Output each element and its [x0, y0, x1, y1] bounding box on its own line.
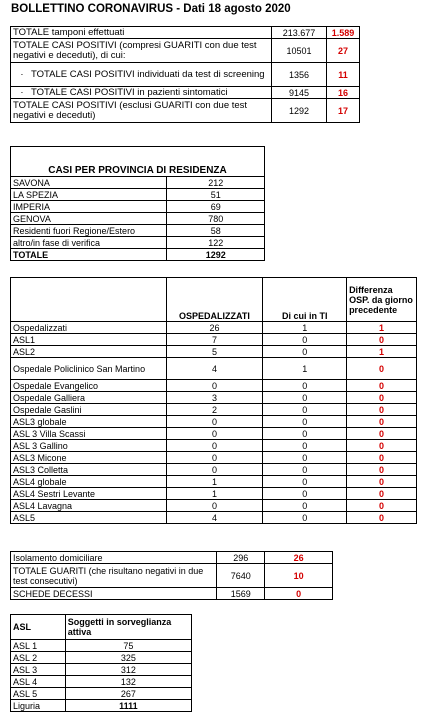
- hospital-osp: 1: [166, 476, 263, 488]
- province-value: 69: [167, 201, 265, 213]
- hospital-label: ASL3 globale: [11, 416, 167, 428]
- surveillance-value: 267: [65, 688, 191, 700]
- surveillance-label: ASL 2: [11, 652, 66, 664]
- hospital-osp: 26: [166, 322, 263, 334]
- isolation-delta: 0: [265, 588, 333, 600]
- hospital-row: [11, 488, 417, 500]
- hospital-row: [11, 512, 417, 524]
- hospital-ti: 0: [263, 416, 347, 428]
- hospital-label: ASL 3 Villa Scassi: [11, 428, 167, 440]
- province-label: SAVONA: [11, 177, 167, 189]
- province-value: 122: [167, 237, 265, 249]
- hospital-osp: 0: [166, 464, 263, 476]
- hospital-ti: 1: [263, 322, 347, 334]
- summary-value: 213.677: [272, 27, 327, 39]
- province-row: [11, 237, 265, 249]
- province-row: [11, 177, 265, 189]
- province-row: [11, 225, 265, 237]
- surveillance-label: ASL 4: [11, 676, 66, 688]
- hospital-label: Ospedale Galliera: [11, 392, 167, 404]
- province-row: [11, 189, 265, 201]
- hospital-label: ASL 3 Gallino: [11, 440, 167, 452]
- surveillance-label: Liguria: [11, 700, 66, 712]
- hospital-label: ASL4 Sestri Levante: [11, 488, 167, 500]
- isolation-label: TOTALE GUARITI (che risultano negativi in due test consecutivi): [11, 564, 217, 588]
- hospital-label: ASL3 Colletta: [11, 464, 167, 476]
- hospital-row: [11, 358, 417, 380]
- hospital-osp: 0: [166, 500, 263, 512]
- summary-label-cell: [11, 87, 272, 99]
- hospital-diff: 0: [347, 380, 417, 392]
- hospital-label: ASL3 Micone: [11, 452, 167, 464]
- hospital-row: [11, 428, 417, 440]
- surveillance-row: [11, 652, 192, 664]
- surveillance-label: ASL 5: [11, 688, 66, 700]
- surveillance-value: 75: [65, 640, 191, 652]
- isolation-label: SCHEDE DECESSI: [11, 588, 217, 600]
- surveillance-col-subjects: Soggetti in sorveglianza attiva: [65, 615, 191, 640]
- province-row: [11, 213, 265, 225]
- hospital-ti: 0: [263, 404, 347, 416]
- hospital-diff: 0: [347, 500, 417, 512]
- hospital-row: [11, 464, 417, 476]
- hospital-osp: 2: [166, 404, 263, 416]
- province-label: altro/in fase di verifica: [11, 237, 167, 249]
- hospital-row: [11, 500, 417, 512]
- hospital-row: [11, 346, 417, 358]
- hospital-row: [11, 334, 417, 346]
- surveillance-value: 325: [65, 652, 191, 664]
- isolation-row: [11, 564, 333, 588]
- hospital-osp: 5: [166, 346, 263, 358]
- province-label: Residenti fuori Regione/Estero: [11, 225, 167, 237]
- bullet-icon: ·: [20, 68, 24, 80]
- summary-row: [11, 63, 360, 87]
- surveillance-label: ASL 3: [11, 664, 66, 676]
- isolation-value: 1569: [217, 588, 265, 600]
- hospital-label: ASL5: [11, 512, 167, 524]
- province-header: CASI PER PROVINCIA DI RESIDENZA: [11, 147, 265, 177]
- summary-delta: 27: [327, 39, 360, 63]
- summary-delta: 16: [327, 87, 360, 99]
- hospital-ti: 0: [263, 428, 347, 440]
- hospital-label: Ospedalizzati: [11, 322, 167, 334]
- surveillance-value: 312: [65, 664, 191, 676]
- summary-row: [11, 39, 360, 63]
- summary-value: 9145: [272, 87, 327, 99]
- hospital-osp: 7: [166, 334, 263, 346]
- surveillance-row: [11, 700, 192, 712]
- hospital-ti: 1: [263, 358, 347, 380]
- summary-delta: 1.589: [327, 27, 360, 39]
- hospital-osp: 0: [166, 380, 263, 392]
- surveillance-label: ASL 1: [11, 640, 66, 652]
- hospital-osp: 3: [166, 392, 263, 404]
- hospital-ti: 0: [263, 380, 347, 392]
- hospital-row: [11, 322, 417, 334]
- hospital-row: [11, 380, 417, 392]
- hospitals-col-ti: Di cui in TI: [263, 278, 347, 322]
- hospital-diff: 1: [347, 346, 417, 358]
- summary-label: TOTALE CASI POSITIVI individuati da test di screening: [31, 68, 265, 80]
- province-value: 51: [167, 189, 265, 201]
- isolation-label: Isolamento domiciliare: [11, 552, 217, 564]
- hospital-diff: 0: [347, 358, 417, 380]
- hospital-ti: 0: [263, 334, 347, 346]
- summary-label: TOTALE CASI POSITIVI in pazienti sintomatici: [31, 86, 228, 98]
- hospital-diff: 0: [347, 334, 417, 346]
- hospital-ti: 0: [263, 464, 347, 476]
- isolation-table: [10, 551, 333, 600]
- province-value: 212: [167, 177, 265, 189]
- summary-row: [11, 87, 360, 99]
- hospital-osp: 4: [166, 358, 263, 380]
- hospital-ti: 0: [263, 512, 347, 524]
- hospitals-col-osp: OSPEDALIZZATI: [166, 278, 263, 322]
- hospital-diff: 0: [347, 416, 417, 428]
- hospital-ti: 0: [263, 392, 347, 404]
- summary-value: 10501: [272, 39, 327, 63]
- summary-label-cell: [11, 63, 272, 87]
- hospital-row: [11, 476, 417, 488]
- hospital-diff: 0: [347, 452, 417, 464]
- hospital-label: ASL1: [11, 334, 167, 346]
- province-label: IMPERIA: [11, 201, 167, 213]
- hospital-diff: 0: [347, 392, 417, 404]
- province-row: [11, 201, 265, 213]
- surveillance-row: [11, 688, 192, 700]
- hospital-label: Ospedale Evangelico: [11, 380, 167, 392]
- summary-row: [11, 99, 360, 123]
- summary-delta: 17: [327, 99, 360, 123]
- page-title: BOLLETTINO CORONAVIRUS - Dati 18 agosto 2020: [11, 3, 291, 15]
- hospital-diff: 0: [347, 476, 417, 488]
- hospital-diff: 0: [347, 488, 417, 500]
- hospital-osp: 0: [166, 440, 263, 452]
- hospital-ti: 0: [263, 440, 347, 452]
- surveillance-table: [10, 614, 192, 712]
- surveillance-col-asl: ASL: [11, 615, 66, 640]
- hospital-diff: 0: [347, 404, 417, 416]
- hospital-ti: 0: [263, 488, 347, 500]
- hospital-row: [11, 440, 417, 452]
- hospital-label: Ospedale Policlinico San Martino: [11, 358, 167, 380]
- hospital-osp: 4: [166, 512, 263, 524]
- hospital-ti: 0: [263, 452, 347, 464]
- surveillance-value: 132: [65, 676, 191, 688]
- summary-row: [11, 27, 360, 39]
- hospital-ti: 0: [263, 476, 347, 488]
- hospital-diff: 0: [347, 428, 417, 440]
- province-label: GENOVA: [11, 213, 167, 225]
- hospital-label: Ospedale Gaslini: [11, 404, 167, 416]
- hospital-ti: 0: [263, 346, 347, 358]
- isolation-row: [11, 552, 333, 564]
- surveillance-row: [11, 664, 192, 676]
- hospital-label: ASL4 globale: [11, 476, 167, 488]
- isolation-value: 296: [217, 552, 265, 564]
- hospital-row: [11, 392, 417, 404]
- province-total-label: TOTALE: [11, 249, 167, 261]
- hospital-label: ASL2: [11, 346, 167, 358]
- hospital-ti: 0: [263, 500, 347, 512]
- summary-label-cell: TOTALE tamponi effettuati: [11, 27, 272, 39]
- surveillance-value: 1111: [65, 700, 191, 712]
- hospital-osp: 0: [166, 416, 263, 428]
- hospital-osp: 0: [166, 428, 263, 440]
- province-total-row: [11, 249, 265, 261]
- hospitals-table: [10, 277, 417, 524]
- province-total-value: 1292: [167, 249, 265, 261]
- hospital-diff: 0: [347, 440, 417, 452]
- summary-value: 1292: [272, 99, 327, 123]
- province-value: 780: [167, 213, 265, 225]
- bullet-icon: ·: [20, 86, 24, 98]
- isolation-row: [11, 588, 333, 600]
- province-label: LA SPEZIA: [11, 189, 167, 201]
- isolation-delta: 10: [265, 564, 333, 588]
- hospital-row: [11, 416, 417, 428]
- hospital-osp: 0: [166, 452, 263, 464]
- hospitals-col-diff: Differenza OSP. da giorno precedente: [347, 278, 417, 322]
- summary-delta: 11: [327, 63, 360, 87]
- isolation-delta: 26: [265, 552, 333, 564]
- hospital-diff: 0: [347, 512, 417, 524]
- summary-label-cell: TOTALE CASI POSITIVI (esclusi GUARITI con due test negativi e deceduti): [11, 99, 272, 123]
- province-table: [10, 146, 265, 261]
- hospital-diff: 1: [347, 322, 417, 334]
- hospital-osp: 1: [166, 488, 263, 500]
- summary-value: 1356: [272, 63, 327, 87]
- isolation-value: 7640: [217, 564, 265, 588]
- surveillance-row: [11, 676, 192, 688]
- summary-table: [10, 26, 360, 123]
- hospital-row: [11, 404, 417, 416]
- hospital-diff: 0: [347, 464, 417, 476]
- province-value: 58: [167, 225, 265, 237]
- surveillance-row: [11, 640, 192, 652]
- hospital-row: [11, 452, 417, 464]
- hospitals-corner-cell: [11, 278, 167, 322]
- hospital-label: ASL4 Lavagna: [11, 500, 167, 512]
- summary-label-cell: TOTALE CASI POSITIVI (compresi GUARITI con due test negativi e deceduti), di cui:: [11, 39, 272, 63]
